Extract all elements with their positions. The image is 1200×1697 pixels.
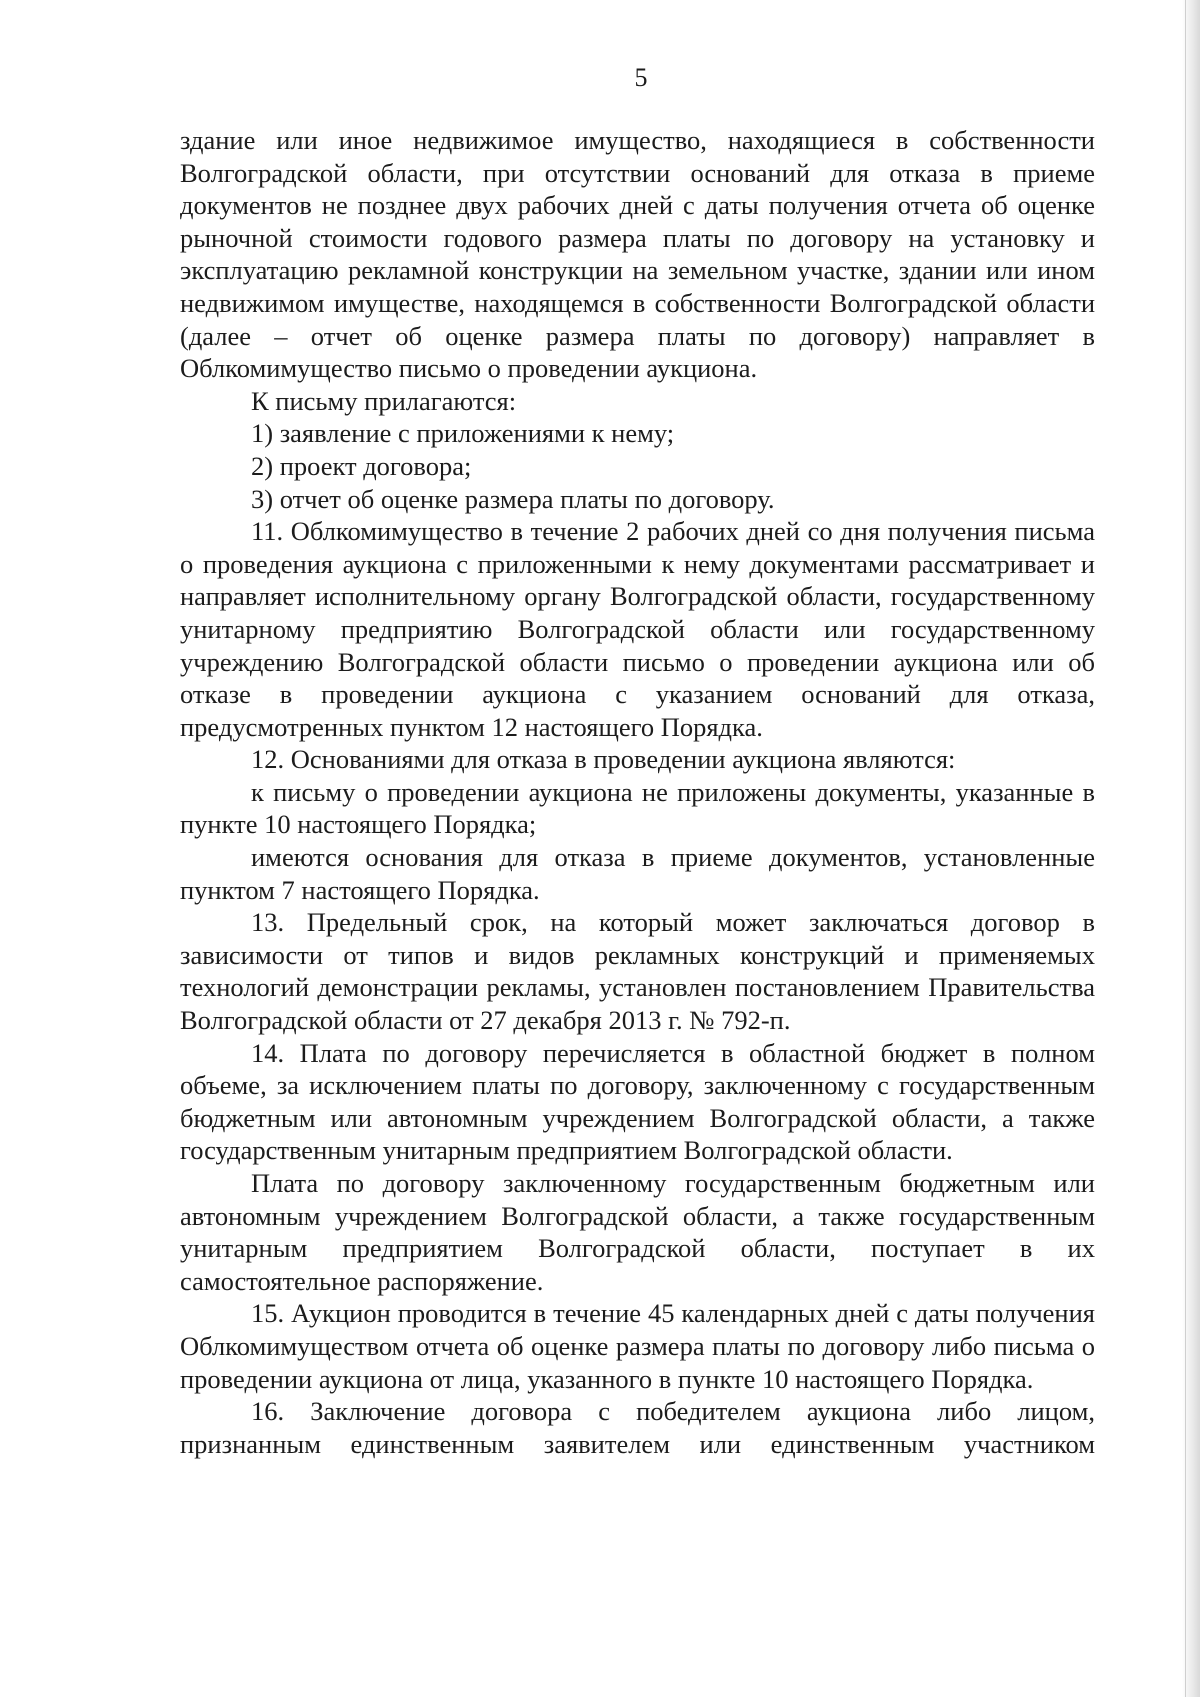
clause-12-ground-1: к письму о проведении аукциона не приложены документы, указанные в пункте 10 настоящего Порядка; bbox=[180, 776, 1095, 840]
list-item-1: 1) заявление с приложениями к нему; bbox=[251, 418, 675, 449]
clause-16: 16. Заключение договора с победителем аукциона либо лицом, признанным единственным заявителем или единственным участником bbox=[180, 1396, 1095, 1459]
clause-15: 15. Аукцион проводится в течение 45 календарных дней с даты получения Облкомимуществом отчета об оценке размера платы по договору либо письма о проведении аукциона от лица, указанного в пункте 10 настоящего Порядка. bbox=[180, 1298, 1095, 1394]
clause-14-continuation: Плата по договору заключенному государственным бюджетным или автономным учреждением Волгоградской области, а также государственным унитарным предприятием Волгоградской области, поступает в их самостоятельное распоряжение. bbox=[180, 1168, 1095, 1296]
clause-14: 14. Плата по договору перечисляется в областной бюджет в полном объеме, за исключением платы по договору, заключенному с государственным бюджетным или автономным учреждением Волгоградской области, а также государственным унитарным предприятием Волгоградской области. bbox=[180, 1037, 1095, 1166]
paragraph-continuation: здание или иное недвижимое имущество, находящиеся в собственности Волгоградской области, при отсутствии оснований для отказа в приеме документов не позднее двух рабочих дней с даты получения отчета об оценке рыночной стоимости годового размера платы по договору на установку и эксплуатацию рекламной конструкции на земельном участке, здании или ином недвижимом имуществе, находящемся в собственности Волгоградской области (далее – отчет об оценке размера платы по договору) направляет в Облкомимущество письмо о проведении аукциона. bbox=[180, 125, 1095, 384]
page-number: 5 bbox=[634, 63, 648, 92]
clause-12: 12. Основаниями для отказа в проведении аукциона являются: bbox=[251, 744, 956, 775]
paragraph-attachments-intro: К письму прилагаются: bbox=[251, 385, 517, 416]
clause-13: 13. Предельный срок, на который может заключаться договор в зависимости от типов и видов рекламных конструкций и применяемых технологий демонстрации рекламы, установлен постановлением Правительства Волгоградской области от 27 декабря 2013 г. № 792-п. bbox=[180, 907, 1095, 1036]
document-body bbox=[180, 124, 1095, 1460]
clause-11: 11. Облкомимущество в течение 2 рабочих дней со дня получения письма о проведения аукциона с приложенными к нему документами рассматривает и направляет исполнительному органу Волгоградской области, государственному унитарному предприятию Волгоградской области или государственному учреждению Волгоградской области письмо о проведении аукциона или об отказе в проведении аукциона с указанием оснований для отказа, предусмотренных пунктом 12 настоящего Порядка. bbox=[180, 516, 1095, 742]
list-item-3: 3) отчет об оценке размера платы по договору. bbox=[251, 483, 775, 514]
scan-edge-line bbox=[1185, 0, 1186, 1697]
list-item-2: 2) проект договора; bbox=[251, 450, 472, 481]
clause-12-ground-2: имеются основания для отказа в приеме документов, установленные пунктом 7 настоящего Порядка. bbox=[180, 842, 1095, 905]
